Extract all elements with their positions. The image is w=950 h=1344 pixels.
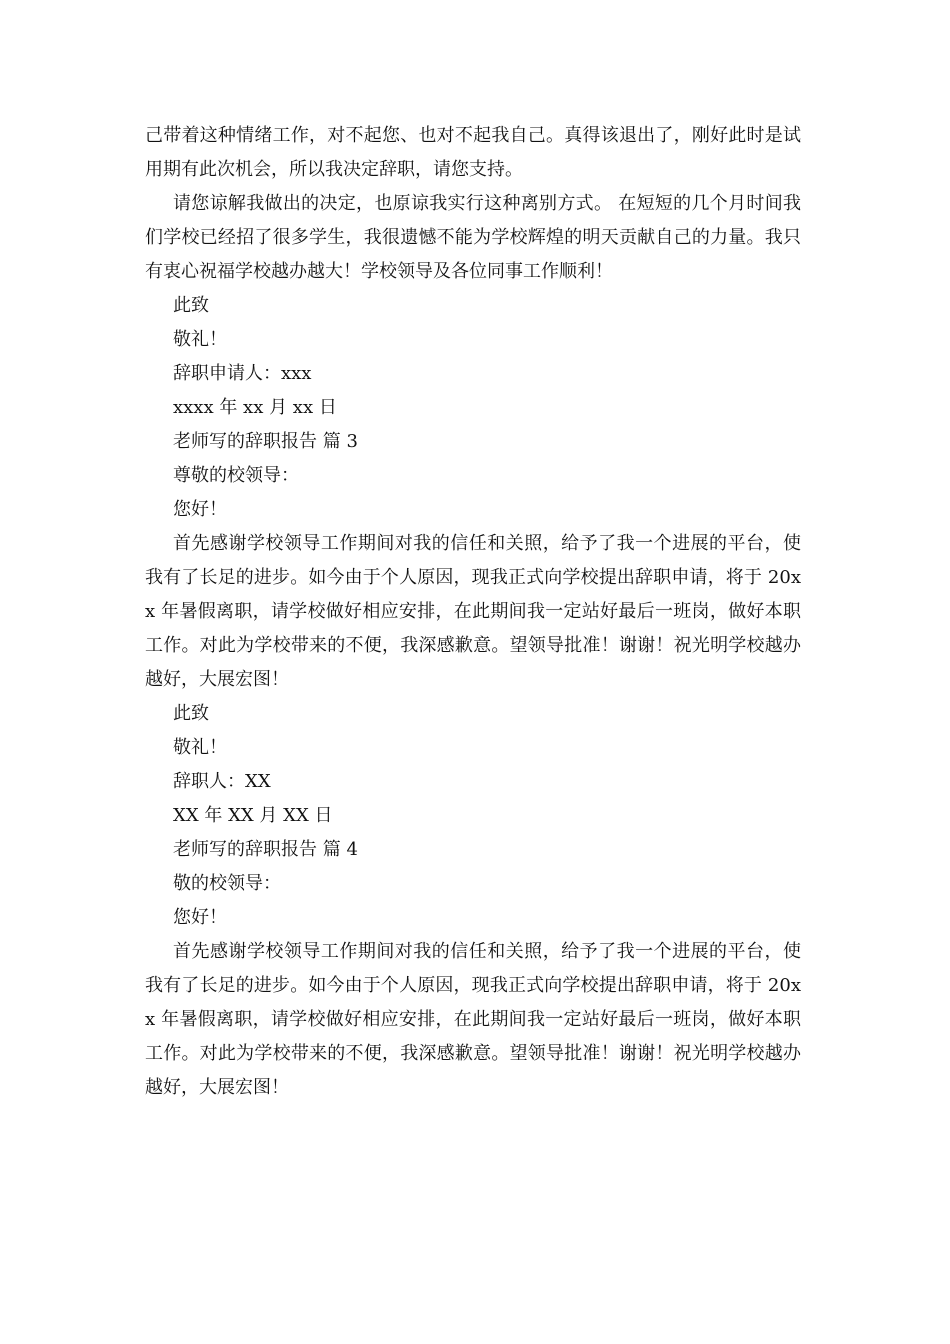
document-body	[145, 119, 801, 1105]
greeting-line: 您好！	[173, 907, 227, 928]
greeting-line: 您好！	[173, 499, 227, 520]
signer-line: 辞职人：XX	[173, 771, 271, 792]
closing-text: 此致	[173, 295, 209, 316]
closing-text: 此致	[173, 703, 209, 724]
section-heading-4: 老师写的辞职报告 篇 4	[173, 839, 358, 860]
salute-text: 敬礼！	[173, 329, 227, 350]
signer-line: 辞职申请人：xxx	[173, 363, 312, 384]
section-heading-3: 老师写的辞职报告 篇 3	[173, 431, 358, 452]
body-paragraph-4: 首先感谢学校领导工作期间对我的信任和关照，给予了我一个进展的平台，使我有了长足的进步。如今由于个人原因，现我正式向学校提出辞职申请，将于 20xx 年暑假离职，请学校做好相应安排，在此期间我一定站好最后一班岗，做好本职工作。对此为学校带来的不便，我深感歉意。望领导批准！谢谢！祝光明学校越办越好，大展宏图！	[145, 941, 801, 1098]
paragraph-continued: 己带着这种情绪工作，对不起您、也对不起我自己。真得该退出了，刚好此时是试用期有此次机会，所以我决定辞职，请您支持。	[145, 125, 801, 180]
address-line: 尊敬的校领导：	[173, 465, 299, 486]
salute-text: 敬礼！	[173, 737, 227, 758]
date-line: XX 年 XX 月 XX 日	[173, 805, 333, 826]
date-line: xxxx 年 xx 月 xx 日	[173, 397, 337, 418]
body-paragraph-3: 首先感谢学校领导工作期间对我的信任和关照，给予了我一个进展的平台，使我有了长足的进步。如今由于个人原因，现我正式向学校提出辞职申请，将于 20xx 年暑假离职，请学校做好相应安排，在此期间我一定站好最后一班岗，做好本职工作。对此为学校带来的不便，我深感歉意。望领导批准！谢谢！祝光明学校越办越好，大展宏图！	[145, 533, 801, 690]
address-line: 敬的校领导：	[173, 873, 281, 894]
paragraph-apology: 请您谅解我做出的决定，也原谅我实行这种离别方式。 在短短的几个月时间我们学校已经招了很多学生，我很遗憾不能为学校辉煌的明天贡献自己的力量。我只有衷心祝福学校越办越大！学校领导及各位同事工作顺利！	[145, 193, 801, 282]
